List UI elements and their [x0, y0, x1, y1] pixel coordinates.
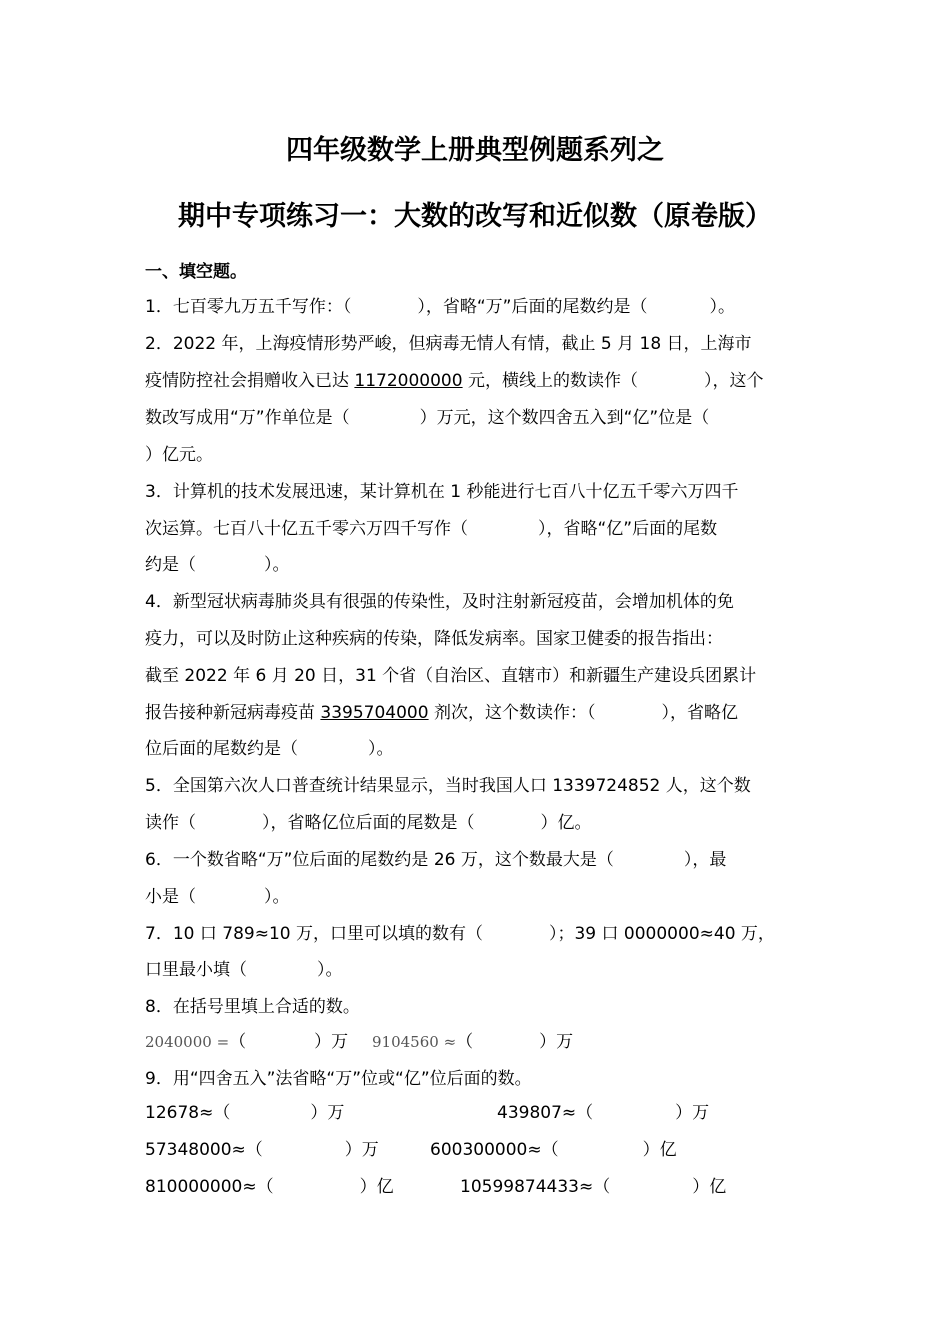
section-heading: 一、填空题。 — [145, 262, 247, 282]
question-2-line-4: ）亿元。 — [145, 445, 213, 465]
question-2-line-1: 2．2022 年，上海疫情形势严峻，但病毒无情人有情，截止 5 月 18 日，上海市 — [145, 334, 752, 354]
question-9-row-1-right: 439807≈（ ）万 — [497, 1103, 710, 1123]
question-1: 1．七百零九万五千写作：（ ），省略“万”后面的尾数约是（ ）。 — [145, 297, 735, 317]
question-4-line-2: 疫力，可以及时防止这种疾病的传染，降低发病率。国家卫健委的报告指出： — [145, 629, 723, 649]
question-2-line-2: 疫情防控社会捐赠收入已达 1172000000 元，横线上的数读作（ ），这个 — [145, 371, 764, 391]
question-3-line-2: 次运算。七百八十亿五千零六万四千写作（ ），省略“亿”后面的尾数 — [145, 519, 718, 539]
question-8-exercise-2: 9104560 ≈（ ）万 — [372, 1032, 574, 1052]
question-8-line-1: 8．在括号里填上合适的数。 — [145, 997, 360, 1017]
question-2-line-3: 数改写成用“万”作单位是（ ）万元，这个数四舍五入到“亿”位是（ — [145, 408, 710, 428]
question-4-line-3: 截至 2022 年 6 月 20 日，31 个省（自治区、直辖市）和新疆生产建设兵团累计 — [145, 666, 757, 686]
question-4-line-5: 位后面的尾数约是（ ）。 — [145, 739, 394, 759]
question-9-row-1-left: 12678≈（ ）万 — [145, 1103, 345, 1123]
question-9-row-2-left: 57348000≈（ ）万 — [145, 1140, 379, 1160]
question-7-line-1: 7．10 口 789≈10 万，口里可以填的数有（ ）；39 口 0000000≈40 万， — [145, 924, 775, 944]
question-9-line-1: 9．用“四舍五入”法省略“万”位或“亿”位后面的数。 — [145, 1069, 532, 1089]
question-3-line-1: 3．计算机的技术发展迅速，某计算机在 1 秒能进行七百八十亿五千零六万四千 — [145, 482, 739, 502]
title-line-2: 期中专项练习一：大数的改写和近似数（原卷版） — [178, 201, 772, 232]
question-9-row-3-left: 810000000≈（ ）亿 — [145, 1177, 394, 1197]
question-5-line-2: 读作（ ），省略亿位后面的尾数是（ ）亿。 — [145, 813, 592, 833]
question-7-line-2: 口里最小填（ ）。 — [145, 960, 343, 980]
question-4-line-4: 报告接种新冠病毒疫苗 3395704000 剂次，这个数读作：（ ），省略亿 — [145, 703, 738, 723]
underlined-number: 1172000000 — [354, 371, 463, 391]
question-6-line-2: 小是（ ）。 — [145, 887, 290, 907]
underlined-number: 3395704000 — [320, 703, 429, 723]
title-line-1: 四年级数学上册典型例题系列之 — [286, 135, 664, 166]
question-9-row-3-right: 10599874433≈（ ）亿 — [460, 1177, 727, 1197]
question-3-line-3: 约是（ ）。 — [145, 555, 290, 575]
question-4-line-1: 4．新型冠状病毒肺炎具有很强的传染性，及时注射新冠疫苗，会增加机体的免 — [145, 592, 734, 612]
question-5-line-1: 5．全国第六次人口普查统计结果显示，当时我国人口 1339724852 人，这个数 — [145, 776, 751, 796]
question-6-line-1: 6．一个数省略“万”位后面的尾数约是 26 万，这个数最大是（ ），最 — [145, 850, 727, 870]
question-9-row-2-right: 600300000≈（ ）亿 — [430, 1140, 677, 1160]
question-8-exercises: 2040000 =（ ）万 — [145, 1032, 349, 1052]
